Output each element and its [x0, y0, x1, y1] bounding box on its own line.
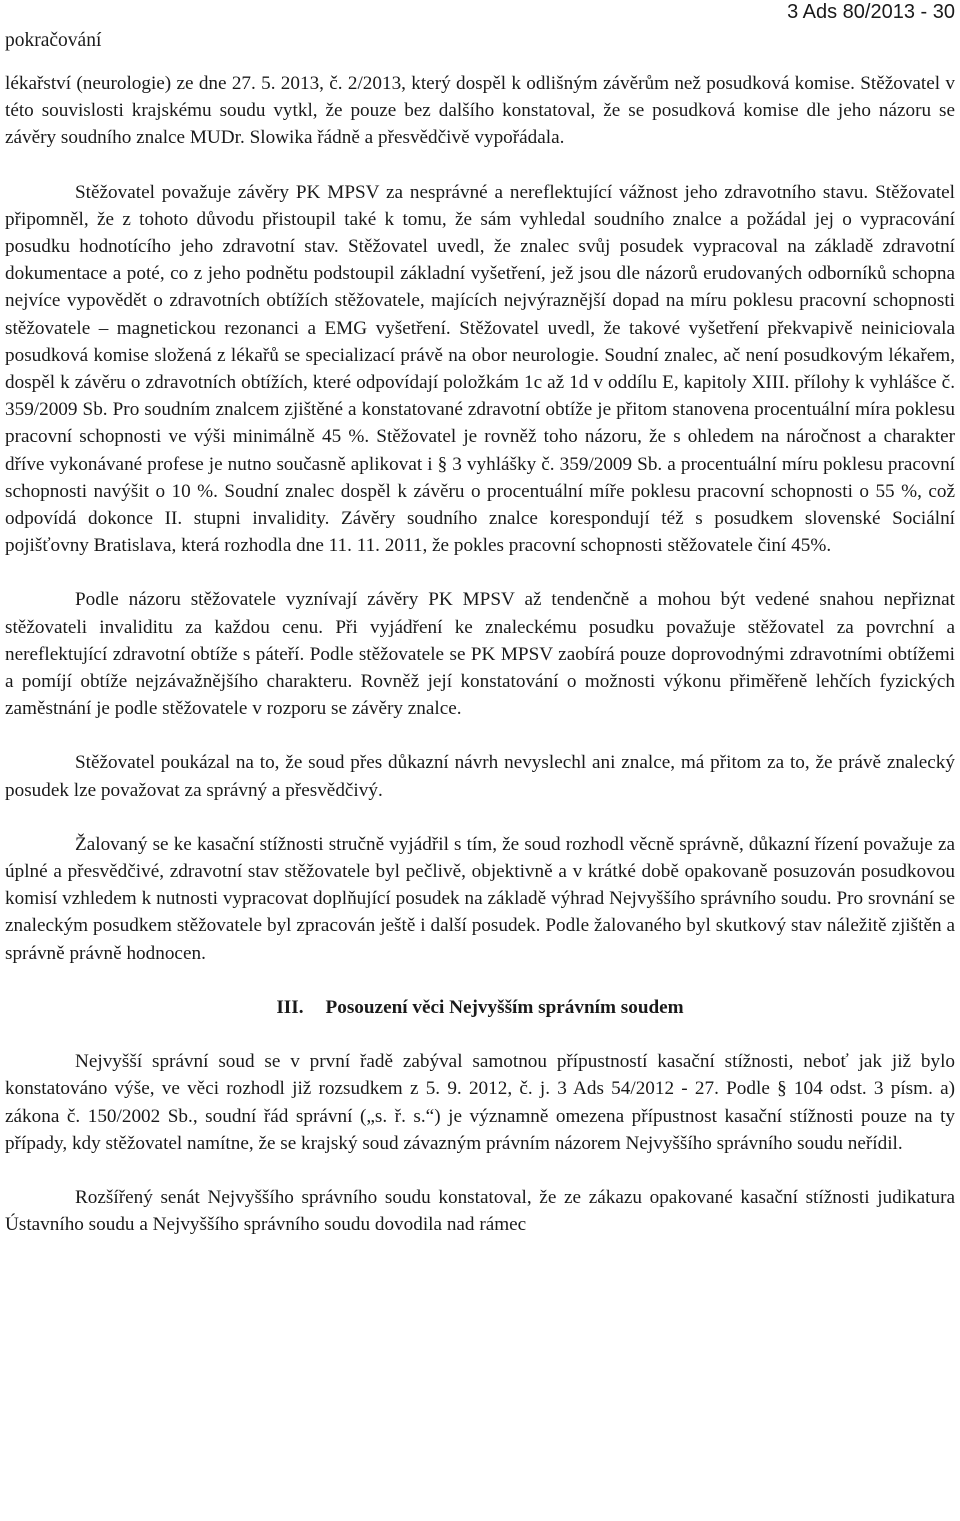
paragraph-6: Nejvyšší správní soud se v první řadě zabýval samotnou přípustností kasační stížnosti, neboť jak již bylo konstatováno výše, ve věci rozhodl již rozsudkem z 5. 9. 2012, č. j. 3 Ads 54/2012 - 27. Podle § 104 odst. 3 písm. a) zákona č. 150/2002 Sb., soudní řád správní („s. ř. s.“) je významně omezena přípustnost kasační stížnosti pouze na ty případy, kdy stěžovatel namítne, že se krajský soud závazným právním názorem Nejvyššího správního soudu neřídil. [5, 1051, 955, 1154]
continuation-label: pokračování [5, 30, 102, 51]
case-number: 3 Ads 80/2013 - 30 [787, 1, 955, 23]
section-heading [5, 994, 955, 1021]
document-page [5, 0, 955, 1236]
section-number: III. [276, 996, 304, 1018]
page-header [5, 0, 955, 58]
paragraph-7: Rozšířený senát Nejvyššího správního soudu konstatoval, že ze zákazu opakované kasační stížnosti judikatura Ústavního soudu a Nejvyššího správního soudu dovodila nad rámec [5, 1186, 955, 1236]
section-title: Posouzení věci Nejvyšším správním soudem [325, 996, 684, 1018]
paragraph-1: lékařství (neurologie) ze dne 27. 5. 2013, č. 2/2013, který dospěl k odlišným závěrům než posudková komise. Stěžovatel v této souvislosti krajskému soudu vytkl, že pouze bez dalšího konstatoval, že se posudková komise dle jeho názoru se závěry soudního znalce MUDr. Slowika řádně a přesvědčivě vypořádala. [5, 73, 955, 149]
paragraph-3: Podle názoru stěžovatele vyznívají závěry PK MPSV až tendenčně a mohou být vedené snahou nepřiznat stěžovateli invaliditu za každou cenu. Při vyjádření ke znaleckému posudku považuje stěžovatel za povrchní a nereflektující zdravotní obtíže s páteří. Podle stěžovatele se PK MPSV zaobírá pouze doprovodnými zdravotními obtížemi a pomíjí obtíže nejzávažnějšího charakteru. Rovněž její konstatování o možnosti výkonu přiměřeně lehčích fyzických zaměstnání je podle stěžovatele v rozporu se závěry znalce. [5, 589, 955, 720]
document-body [5, 70, 955, 1238]
paragraph-4: Stěžovatel poukázal na to, že soud přes důkazní návrh nevyslechl ani znalce, má přitom za to, že právě znalecký posudek lze považovat za správný a přesvědčivý. [5, 752, 955, 801]
paragraph-5: Žalovaný se ke kasační stížnosti stručně vyjádřil s tím, že soud rozhodl věcně správně, důkazní řízení považuje za úplné a přesvědčivé, zdravotní stav stěžovatele byl pečlivě, objektivně a v krátké době opakovaně posuzován posudkovou komisí vzhledem k nutnosti vypracovat doplňující posudek na základě výhrad Nejvyššího správního soudu. Pro srovnání se znaleckým posudkem stěžovatele byl zpracován ještě i další posudek. Podle žalovaného byl skutkový stav náležitě zjištěn a správně právně hodnocen. [5, 833, 955, 964]
paragraph-2: Stěžovatel považuje závěry PK MPSV za nesprávné a nereflektující vážnost jeho zdravotního stavu. Stěžovatel připomněl, že z tohoto důvodu přistoupil také k tomu, že sám vyhledal soudního znalce a požádal jej o vypracování posudku hodnotícího jeho zdravotní stav. Stěžovatel uvedl, že znalec svůj posudek vypracoval na základě zdravotní dokumentace a poté, co z jeho podnětu podstoupil základní vyšetření, jež jsou dle názorů erudovaných odborníků schopna nejvíce vypovědět o zdravotních obtížích stěžovatele, majících nejvýraznější dopad na míru poklesu pracovní schopnosti stěžovatele – magnetickou rezonanci a EMG vyšetření. Stěžovatel uvedl, že takové vyšetření překvapivě neiniciovala posudková komise složená z lékařů se specializací právě na obor neurologie. Soudní znalec, ač není posudkovým lékařem, dospěl k závěru o zdravotních obtížích, které odpovídají položkám 1c až 1d v oddílu E, kapitoly XIII. přílohy k vyhlášce č. 359/2009 Sb. Pro soudním znalcem zjištěné a konstatované zdravotní obtíže je přitom stanovena procentuální míra poklesu pracovní schopnosti ve výši minimálně 45 %. Stěžovatel je rovněž toho názoru, že s ohledem na náročnost a charakter dříve vykonávané profese je nutno současně aplikovat i § 3 vyhlášky č. 359/2009 Sb. a procentuální míru poklesu pracovní schopnosti navýšit o 10 %. Soudní znalec dospěl k závěru o procentuální míře poklesu pracovní schopnosti o 55 %, což odpovídá dokonce II. stupni invalidity. Závěry soudního znalce korespondují též s posudkem slovenské Sociální pojišťovny Bratislava, která rozhodla dne 11. 11. 2011, že pokles pracovní schopnosti stěžovatele činí 45%. [5, 181, 955, 557]
